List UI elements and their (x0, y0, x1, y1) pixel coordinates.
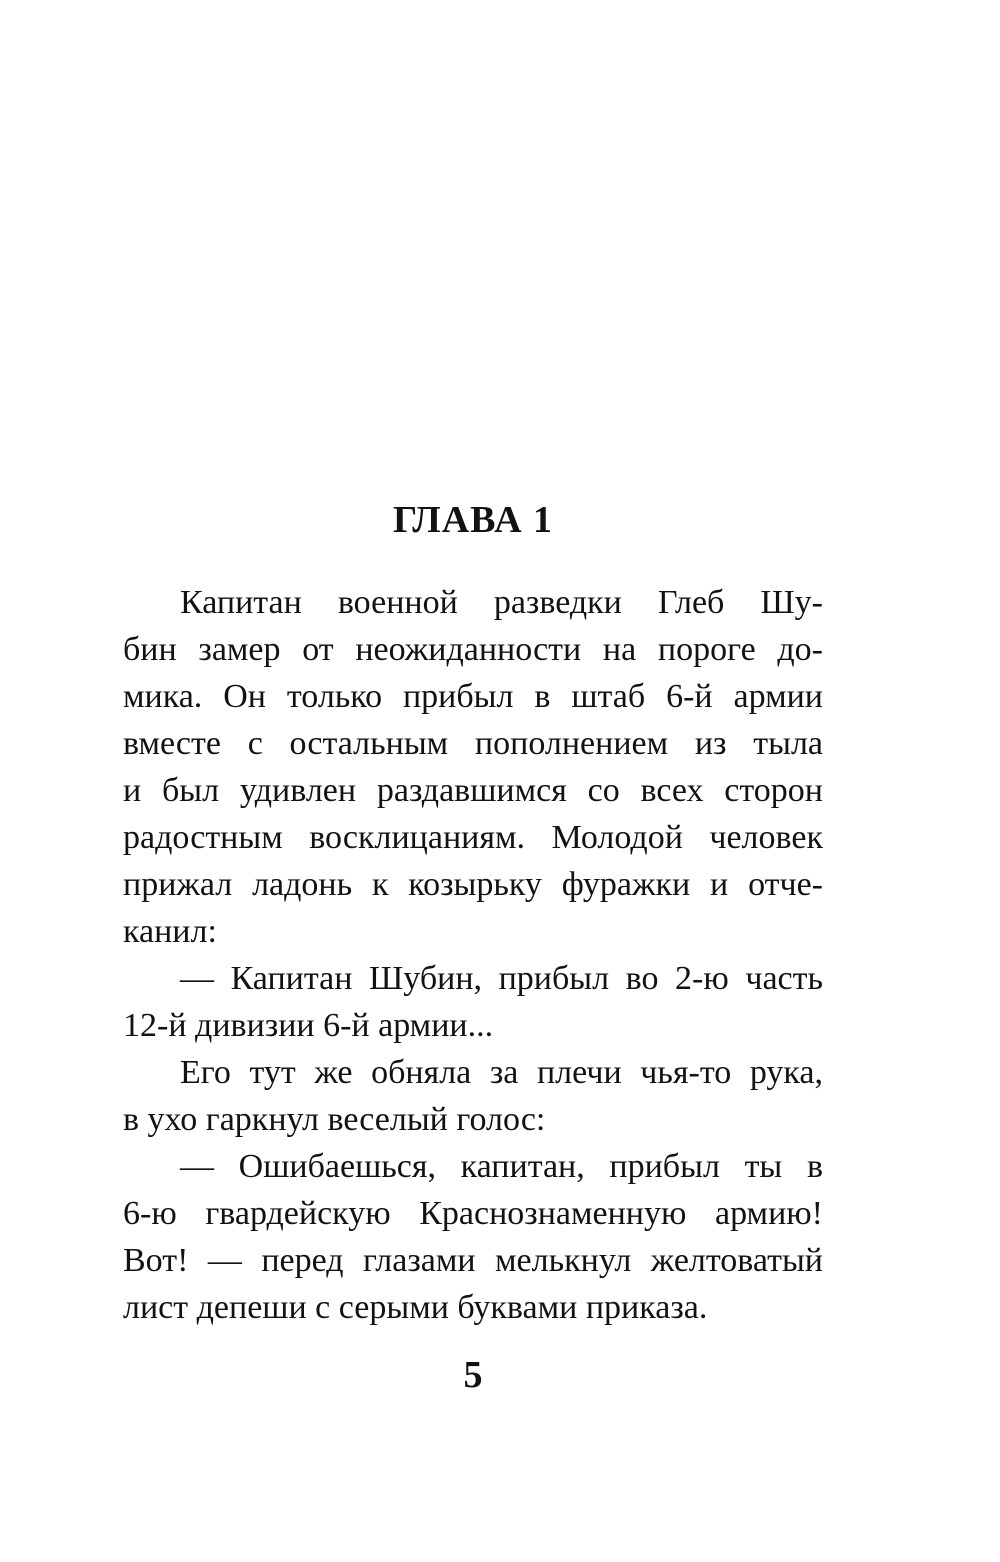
text-line: канил: (123, 913, 217, 950)
text-line: 6-ю гвардейскую Краснознаменную армию! (123, 1195, 823, 1232)
chapter-heading: ГЛАВА 1 (392, 499, 554, 541)
text-line: Вот! — перед глазами мелькнул желтоватый (123, 1242, 823, 1279)
text-line: прижал ладонь к козырьку фуражки и отче- (123, 866, 823, 903)
text-line: и был удивлен раздавшимся со всех сторон (123, 772, 823, 809)
text-line: вместе с остальным пополнением из тыла (123, 725, 823, 762)
text-line: — Ошибаешься, капитан, прибыл ты в (180, 1148, 823, 1185)
text-line: мика. Он только прибыл в штаб 6-й армии (123, 678, 823, 715)
text-line: в ухо гаркнул веселый голос: (123, 1101, 546, 1138)
text-line: радостным восклицаниям. Молодой человек (123, 819, 823, 856)
text-line: бин замер от неожиданности на пороге до- (123, 631, 823, 668)
page-number: 5 (463, 1354, 483, 1396)
text-line: — Капитан Шубин, прибыл во 2-ю часть (180, 960, 823, 997)
text-block (123, 497, 823, 1331)
text-line: Капитан военной разведки Глеб Шу- (180, 584, 823, 621)
text-line: лист депеши с серыми буквами приказа. (123, 1289, 708, 1326)
text-line: 12-й дивизии 6-й армии... (123, 1007, 494, 1044)
text-line: Его тут же обняла за плечи чья-то рука, (180, 1054, 823, 1091)
